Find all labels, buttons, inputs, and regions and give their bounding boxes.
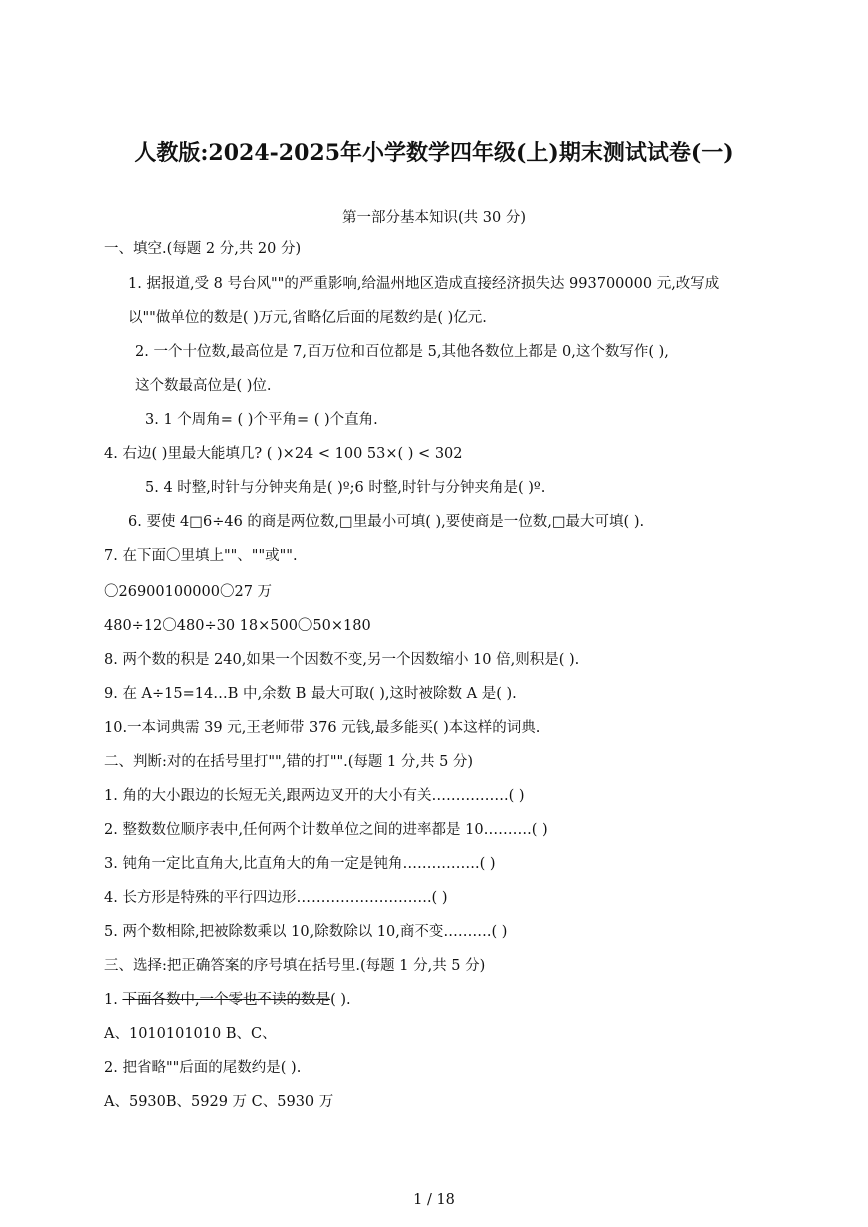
question-3-1-tail: ( ). <box>330 992 351 1008</box>
section1-heading: 一、填空.(每题 2 分,共 20 分) <box>104 241 302 257</box>
question-3-2: 2. 把省略""后面的尾数约是( ). <box>104 1060 302 1076</box>
question-1-7: 7. 在下面〇里填上""、""或"". <box>104 548 298 564</box>
question-3-1-struck-text: 下面各数中,一个零也不读的数是 <box>122 992 331 1008</box>
question-1-5: 5. 4 时整,时针与分钟夹角是( )º;6 时整,时针与分钟夹角是( )º. <box>145 480 546 496</box>
question-1-1-line1: 1. 据报道,受 8 号台风""的严重影响,给温州地区造成直接经济损失达 993700000 元,改写成 <box>128 276 720 292</box>
question-2-5: 5. 两个数相除,把被除数乘以 10,除数除以 10,商不变……….( ) <box>104 924 508 940</box>
question-2-1: 1. 角的大小跟边的长短无关,跟两边叉开的大小有关…………….( ) <box>104 788 525 804</box>
question-2-4: 4. 长方形是特殊的平行四边形……………………….( ) <box>104 890 448 906</box>
question-1-2-line2: 这个数最高位是( )位. <box>135 378 272 394</box>
document-title: 人教版:2024-2025年小学数学四年级(上)期末测试试卷(一) <box>134 140 734 166</box>
section2-heading: 二、判断:对的在括号里打"",错的打"".(每题 1 分,共 5 分) <box>104 754 474 770</box>
question-1-1-line2: 以""做单位的数是( )万元,省略亿后面的尾数约是( )亿元. <box>128 310 487 326</box>
question-1-4: 4. 右边( )里最大能填几? ( )×24 < 100 53×( ) < 302 <box>104 446 463 462</box>
question-3-1-options: A、1010101010 B、C、 <box>104 1026 277 1042</box>
question-3-2-options: A、5930B、5929 万 C、5930 万 <box>104 1094 334 1110</box>
question-3-1 <box>104 990 351 1010</box>
section3-heading: 三、选择:把正确答案的序号填在括号里.(每题 1 分,共 5 分) <box>104 958 486 974</box>
question-2-2: 2. 整数数位顺序表中,任何两个计数单位之间的进率都是 10……….( ) <box>104 822 548 838</box>
question-1-7-a: 〇26900100000〇27 万 <box>104 584 273 600</box>
question-2-3: 3. 钝角一定比直角大,比直角大的角一定是钝角…………….( ) <box>104 856 496 872</box>
question-1-6: 6. 要使 4□6÷46 的商是两位数,□里最小可填( ),要使商是一位数,□最大可填( ). <box>128 514 645 530</box>
part1-title: 第一部分基本知识(共 30 分) <box>342 210 526 226</box>
page-number: 1 / 18 <box>413 1192 455 1208</box>
question-1-8: 8. 两个数的积是 240,如果一个因数不变,另一个因数缩小 10 倍,则积是( ). <box>104 652 580 668</box>
question-1-3: 3. 1 个周角= ( )个平角= ( )个直角. <box>145 412 378 428</box>
question-1-10: 10.一本词典需 39 元,王老师带 376 元钱,最多能买( )本这样的词典. <box>104 720 541 736</box>
question-1-7-b: 480÷12〇480÷30 18×500〇50×180 <box>104 618 371 634</box>
question-1-9: 9. 在 A÷15=14…B 中,余数 B 最大可取( ),这时被除数 A 是( ). <box>104 686 517 702</box>
question-3-1-number: 1. <box>104 992 123 1008</box>
question-1-2-line1: 2. 一个十位数,最高位是 7,百万位和百位都是 5,其他各数位上都是 0,这个数写作( ), <box>135 344 669 360</box>
